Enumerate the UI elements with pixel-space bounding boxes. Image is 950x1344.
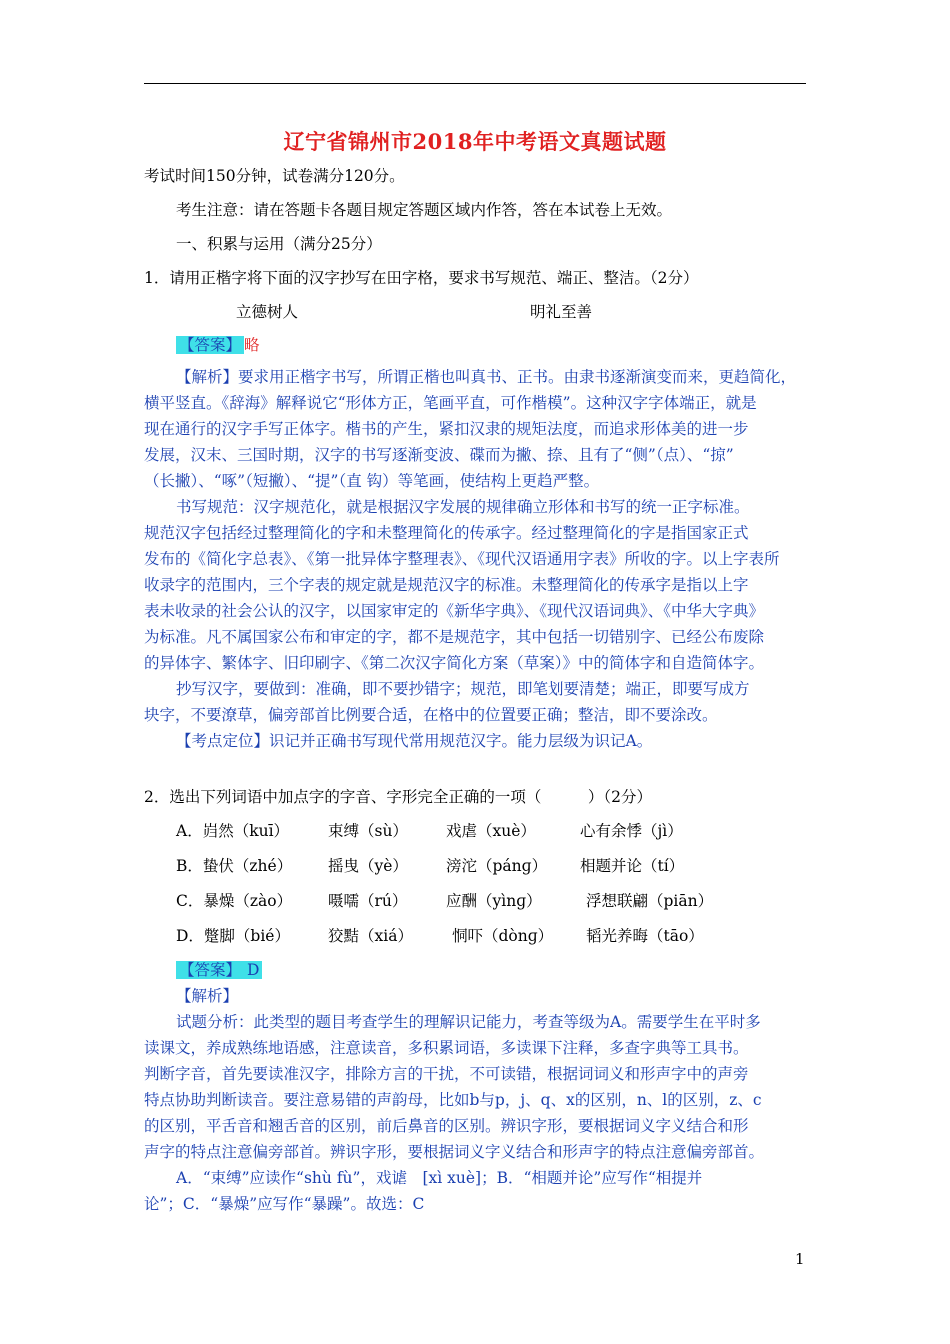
q1-analysis-line: 收录字的范围内，三个字表的规定就是规范汉字的标准。未整理简化的传承字是指以上字 xyxy=(144,576,749,594)
q2-option-b: 相题并论（tí） xyxy=(580,857,685,875)
q1-analysis-line: 现在通行的汉字手写正体字。楷书的产生，紧扣汉隶的规矩法度，而追求形体美的进一步 xyxy=(144,420,749,438)
q2-analysis-line: 特点协助判断读音。要注意易错的声韵母，比如b与p，j、q、x的区别，n、l的区别，z、c xyxy=(144,1091,762,1109)
q2-answer xyxy=(176,960,262,980)
q2-option-a: 束缚（sù） xyxy=(328,822,408,840)
answer-tag: 【答案】 xyxy=(176,336,244,354)
page-title: 辽宁省锦州市2018年中考语文真题试题 xyxy=(283,129,667,154)
q2-analysis-label: 【解析】 xyxy=(176,987,239,1005)
q2-option-b: 摇曳（yè） xyxy=(328,857,408,875)
page-number: 1 xyxy=(795,1250,805,1268)
q2-analysis-line: 读课文，养成熟练地语感，注意读音，多积累词语，多读课下注释，多查字典等工具书。 xyxy=(144,1039,749,1057)
q1-analysis-line: 的异体字、繁体字、旧印刷字、《第二次汉字简化方案（草案）》中的简体字和自造简体字。 xyxy=(144,654,765,672)
q2-option-d: 狡黠（xiá） xyxy=(328,927,413,945)
q2-option-b: B．蛰伏（zhé） xyxy=(176,857,293,875)
q2-analysis-line: 论”；C．“暴燥”应写作“暴躁”。故选：C xyxy=(144,1195,425,1213)
q2-option-a: 心有余悸（jì） xyxy=(580,822,683,840)
q1-analysis-line: 为标准。凡不属国家公布和审定的字，都不是规范字，其中包括一切错别字、已经公布废除 xyxy=(144,628,765,646)
q2-option-c: 嗫嚅（rú） xyxy=(328,892,408,910)
q1-question: 1．请用正楷字将下面的汉字抄写在田字格，要求书写规范、端正、整洁。（2分） xyxy=(144,269,699,287)
answer-tag: 【答案】 xyxy=(176,961,244,979)
answer-text: D xyxy=(244,961,262,979)
q2-option-b: 滂沱（pánɡ） xyxy=(446,857,548,875)
q2-option-a: A．岿然（kuī） xyxy=(176,822,290,840)
q2-analysis-line: 试题分析：此类型的题目考查学生的理解识记能力，考查等级为A。需要学生在平时多 xyxy=(176,1013,761,1031)
q1-answer xyxy=(176,335,260,355)
section-heading: 一、积累与运用（满分25分） xyxy=(176,235,382,253)
q1-analysis-line: 块字，不要潦草，偏旁部首比例要合适，在格中的位置要正确；整洁，即不要涂改。 xyxy=(144,706,718,724)
exam-time: 考试时间150分钟，试卷满分120分。 xyxy=(144,167,405,185)
q1-word-b: 明礼至善 xyxy=(530,303,593,321)
q2-option-d: 恫吓（dònɡ） xyxy=(452,927,554,945)
q1-analysis-line: 书写规范：汉字规范化，就是根据汉字发展的规律确立形体和书写的统一正字标准。 xyxy=(176,498,750,516)
q1-analysis-line: 规范汉字包括经过整理简化的字和未整理简化的传承字。经过整理简化的字是指国家正式 xyxy=(144,524,749,542)
q2-analysis-line: 的区别，平舌音和翘舌音的区别，前后鼻音的区别。辨识字形，要根据词义字义结合和形 xyxy=(144,1117,749,1135)
q1-analysis-line: 【解析】要求用正楷字书写，所谓正楷也叫真书、正书。由隶书逐渐演变而来，更趋简化， xyxy=(176,368,797,386)
q2-option-c: C．暴燥（zào） xyxy=(176,892,293,910)
q2-option-c: 浮想联翩（piān） xyxy=(586,892,714,910)
header-rule xyxy=(144,83,806,84)
q1-analysis-line: 【考点定位】识记并正确书写现代常用规范汉字。能力层级为识记A。 xyxy=(176,732,653,750)
q2-analysis-line: 判断字音，首先要读准汉字，排除方言的干扰，不可读错，根据词词义和形声字中的声旁 xyxy=(144,1065,749,1083)
q1-analysis-line: 发布的《简化字总表》、《第一批异体字整理表》、《现代汉语通用字表》所收的字。以上字表所 xyxy=(144,550,780,568)
q1-analysis-line: 横平竖直。《辞海》解释说它“形体方正，笔画平直，可作楷模”。这种汉字字体端正，就是 xyxy=(144,394,757,412)
q1-analysis-line: 发展，汉末、三国时期，汉字的书写逐渐变波、碟而为撇、捺、且有了“侧”（点）、“掠” xyxy=(144,446,734,464)
q2-option-d: D．蹩脚（bié） xyxy=(176,927,290,945)
q1-analysis-line: （长撇）、“啄”（短撇）、“提”（直 钩）等笔画，使结构上更趋严整。 xyxy=(144,472,600,490)
q1-word-a: 立德树人 xyxy=(236,303,299,321)
q2-option-c: 应酬（yìnɡ） xyxy=(446,892,542,910)
answer-text: 略 xyxy=(244,336,260,354)
q2-option-a: 戏虐（xuè） xyxy=(446,822,536,840)
q2-analysis-line: 声字的特点注意偏旁部首。辨识字形，要根据词义字义结合和形声字的特点注意偏旁部首。 xyxy=(144,1143,765,1161)
q2-question: 2．选出下列词语中加点字的字音、字形完全正确的一项（ ）（2分） xyxy=(144,788,652,806)
exam-notice: 考生注意：请在答题卡各题目规定答题区域内作答，答在本试卷上无效。 xyxy=(176,201,673,219)
q2-analysis-line: A．“束缚”应读作“shù fù”，戏谑 [xì xuè]；B．“相题并论”应写作“相提并 xyxy=(176,1169,703,1187)
q1-analysis-line: 表未收录的社会公认的汉字，以国家审定的《新华字典》、《现代汉语词典》、《中华大字典》 xyxy=(144,602,765,620)
q1-analysis-line: 抄写汉字，要做到：准确，即不要抄错字；规范，即笔划要清楚；端正，即要写成方 xyxy=(176,680,750,698)
q2-option-d: 韬光养晦（tāo） xyxy=(586,927,704,945)
